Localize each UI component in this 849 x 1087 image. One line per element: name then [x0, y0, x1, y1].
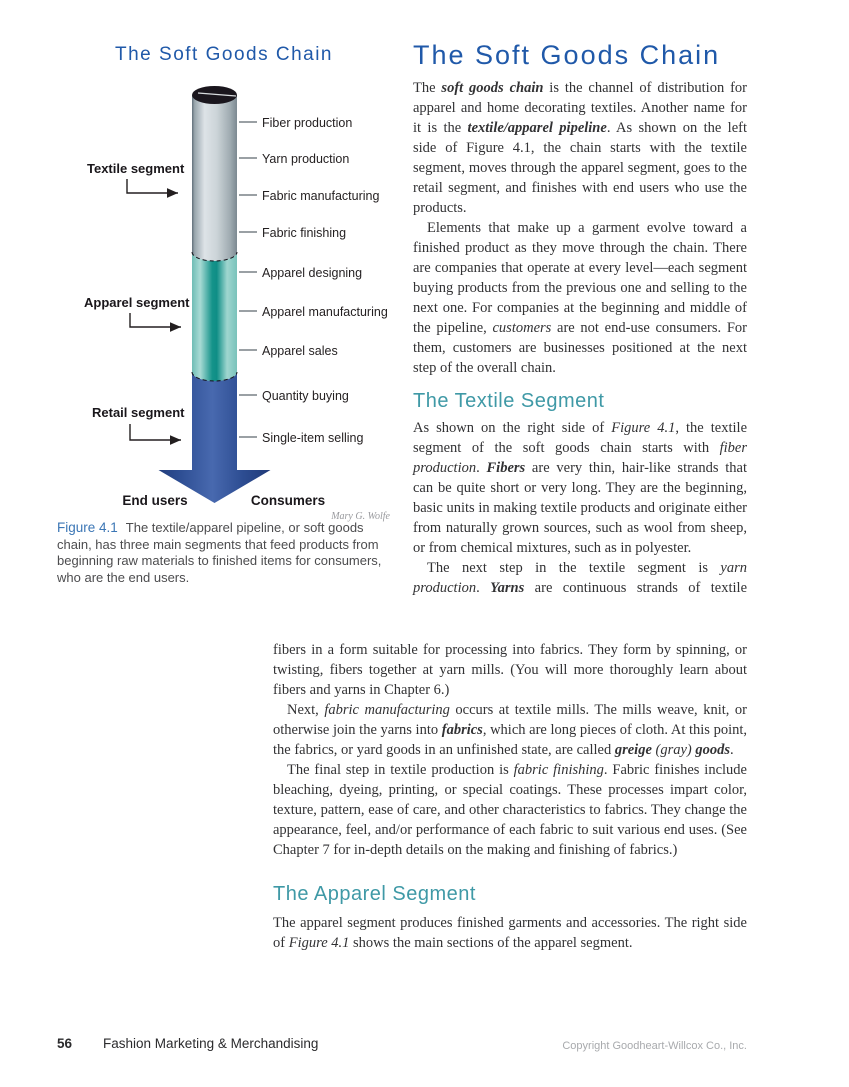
pipeline-diagram	[48, 72, 400, 527]
process-label-apparel-manufacturing: Apparel manufacturing	[262, 305, 388, 319]
apparel-segment-arrow	[130, 313, 181, 327]
full-width-text	[273, 640, 747, 953]
figure-caption-text: The textile/apparel pipeline, or soft goods chain, has three main segments that feed products from beginning raw materials to finished items for consumers, who are the end users.	[57, 520, 382, 585]
paragraph-fabric-finishing: The final step in textile production is fabric finishing. Fabric finishes include bleaching, dyeing, printing, or special coatings. These processes impart color, texture, pattern, ease of care, and other characteristics to fabrics. They change the appearance, feel, and/or performance of each fabric to suit various end uses. (See Chapter 7 for in-depth details on the making and finishing of fabrics.)	[273, 762, 747, 858]
retail-segment-arrow	[130, 424, 181, 440]
process-label-fabric-manufacturing: Fabric manufacturing	[262, 189, 380, 203]
textile-segment-heading: The Textile Segment	[413, 390, 605, 412]
textile-segment-arrow	[127, 179, 178, 193]
process-label-fabric-finishing: Fabric finishing	[262, 226, 347, 240]
page-number: 56	[57, 1036, 73, 1051]
figure-title: The Soft Goods Chain	[115, 44, 333, 65]
process-label-yarn-production: Yarn production	[262, 152, 350, 166]
process-label-apparel-designing: Apparel designing	[262, 266, 363, 280]
paragraph-fabric-manufacturing: Next, fabric manufacturing occurs at textile mills. The mills weave, knit, or otherwise join the yarns into fabrics, which are long pieces of cloth. At this point, the fabrics, or yard goods in an unfinished state, are called greige (gray) goods.	[273, 702, 747, 758]
cylinder-apparel-section	[192, 252, 237, 381]
segment-label-textile: Textile segment	[87, 161, 185, 176]
paragraph-elements: Elements that make up a garment evolve toward a finished product as they move through the chain. There are companies that operate at every level—each segment buying products from the previous one and selling to the next one. For companies at the beginning and middle of the pipeline, customers are not end-use consumers. For them, customers are businesses positioned at the next step of the overall chain.	[413, 220, 747, 376]
process-label-single-item-selling: Single-item selling	[262, 431, 364, 445]
copyright-notice: Copyright Goodheart-Willcox Co., Inc.	[562, 1040, 747, 1052]
page-heading: The Soft Goods Chain	[413, 40, 721, 70]
consumers-label: Consumers	[250, 493, 326, 508]
paragraph-intro: The soft goods chain is the channel of distribution for apparel and home decorating textiles. Another name for it is the textile/apparel pipeline. As shown on the left side of Figure 4.1, the chain starts with the textile segment, moves through the apparel segment, goes to the retail segment, and finishes with end users who use the products.	[413, 80, 747, 216]
apparel-segment-heading: The Apparel Segment	[273, 883, 476, 905]
cylinder-textile-section	[192, 95, 237, 261]
tick-lines	[239, 122, 257, 437]
right-column	[413, 40, 747, 598]
end-users-label: End users	[122, 493, 188, 508]
paragraph-yarns-continued: fibers in a form suitable for processing into fabrics. They form by spinning, or twisting, fibers together at yarn mills. (You will more thoroughly learn about fibers and yarns in Chapter 6.)	[273, 642, 747, 698]
paragraph-apparel: The apparel segment produces finished garments and accessories. The right side of Figure 4.1 shows the main sections of the apparel segment.	[273, 915, 747, 951]
process-label-fiber-production: Fiber production	[262, 116, 353, 130]
figure-caption	[57, 520, 393, 586]
process-label-apparel-sales: Apparel sales	[262, 344, 338, 358]
book-title: Fashion Marketing & Merchandising	[103, 1036, 319, 1051]
segment-label-apparel: Apparel segment	[84, 295, 190, 310]
paragraph-yarns-start: The next step in the textile segment is yarn production. Yarns are continuous strands of textile	[413, 560, 748, 596]
figure-caption-label: Figure 4.1	[57, 520, 118, 535]
footer-left	[57, 1036, 318, 1051]
segment-label-retail: Retail segment	[92, 405, 185, 420]
figure-credit: Mary G. Wolfe	[331, 511, 390, 522]
paragraph-fibers: As shown on the right side of Figure 4.1, the textile segment of the soft goods chain starts with fiber production. Fibers are very thin, hair-like strands that can be quite short or very long. They are the beginning, basic units in making textile products and originate either from naturally grown sources, such as wool from sheep, or from chemical mixtures, such as in polyester.	[413, 420, 748, 556]
process-label-quantity-buying: Quantity buying	[262, 389, 349, 403]
